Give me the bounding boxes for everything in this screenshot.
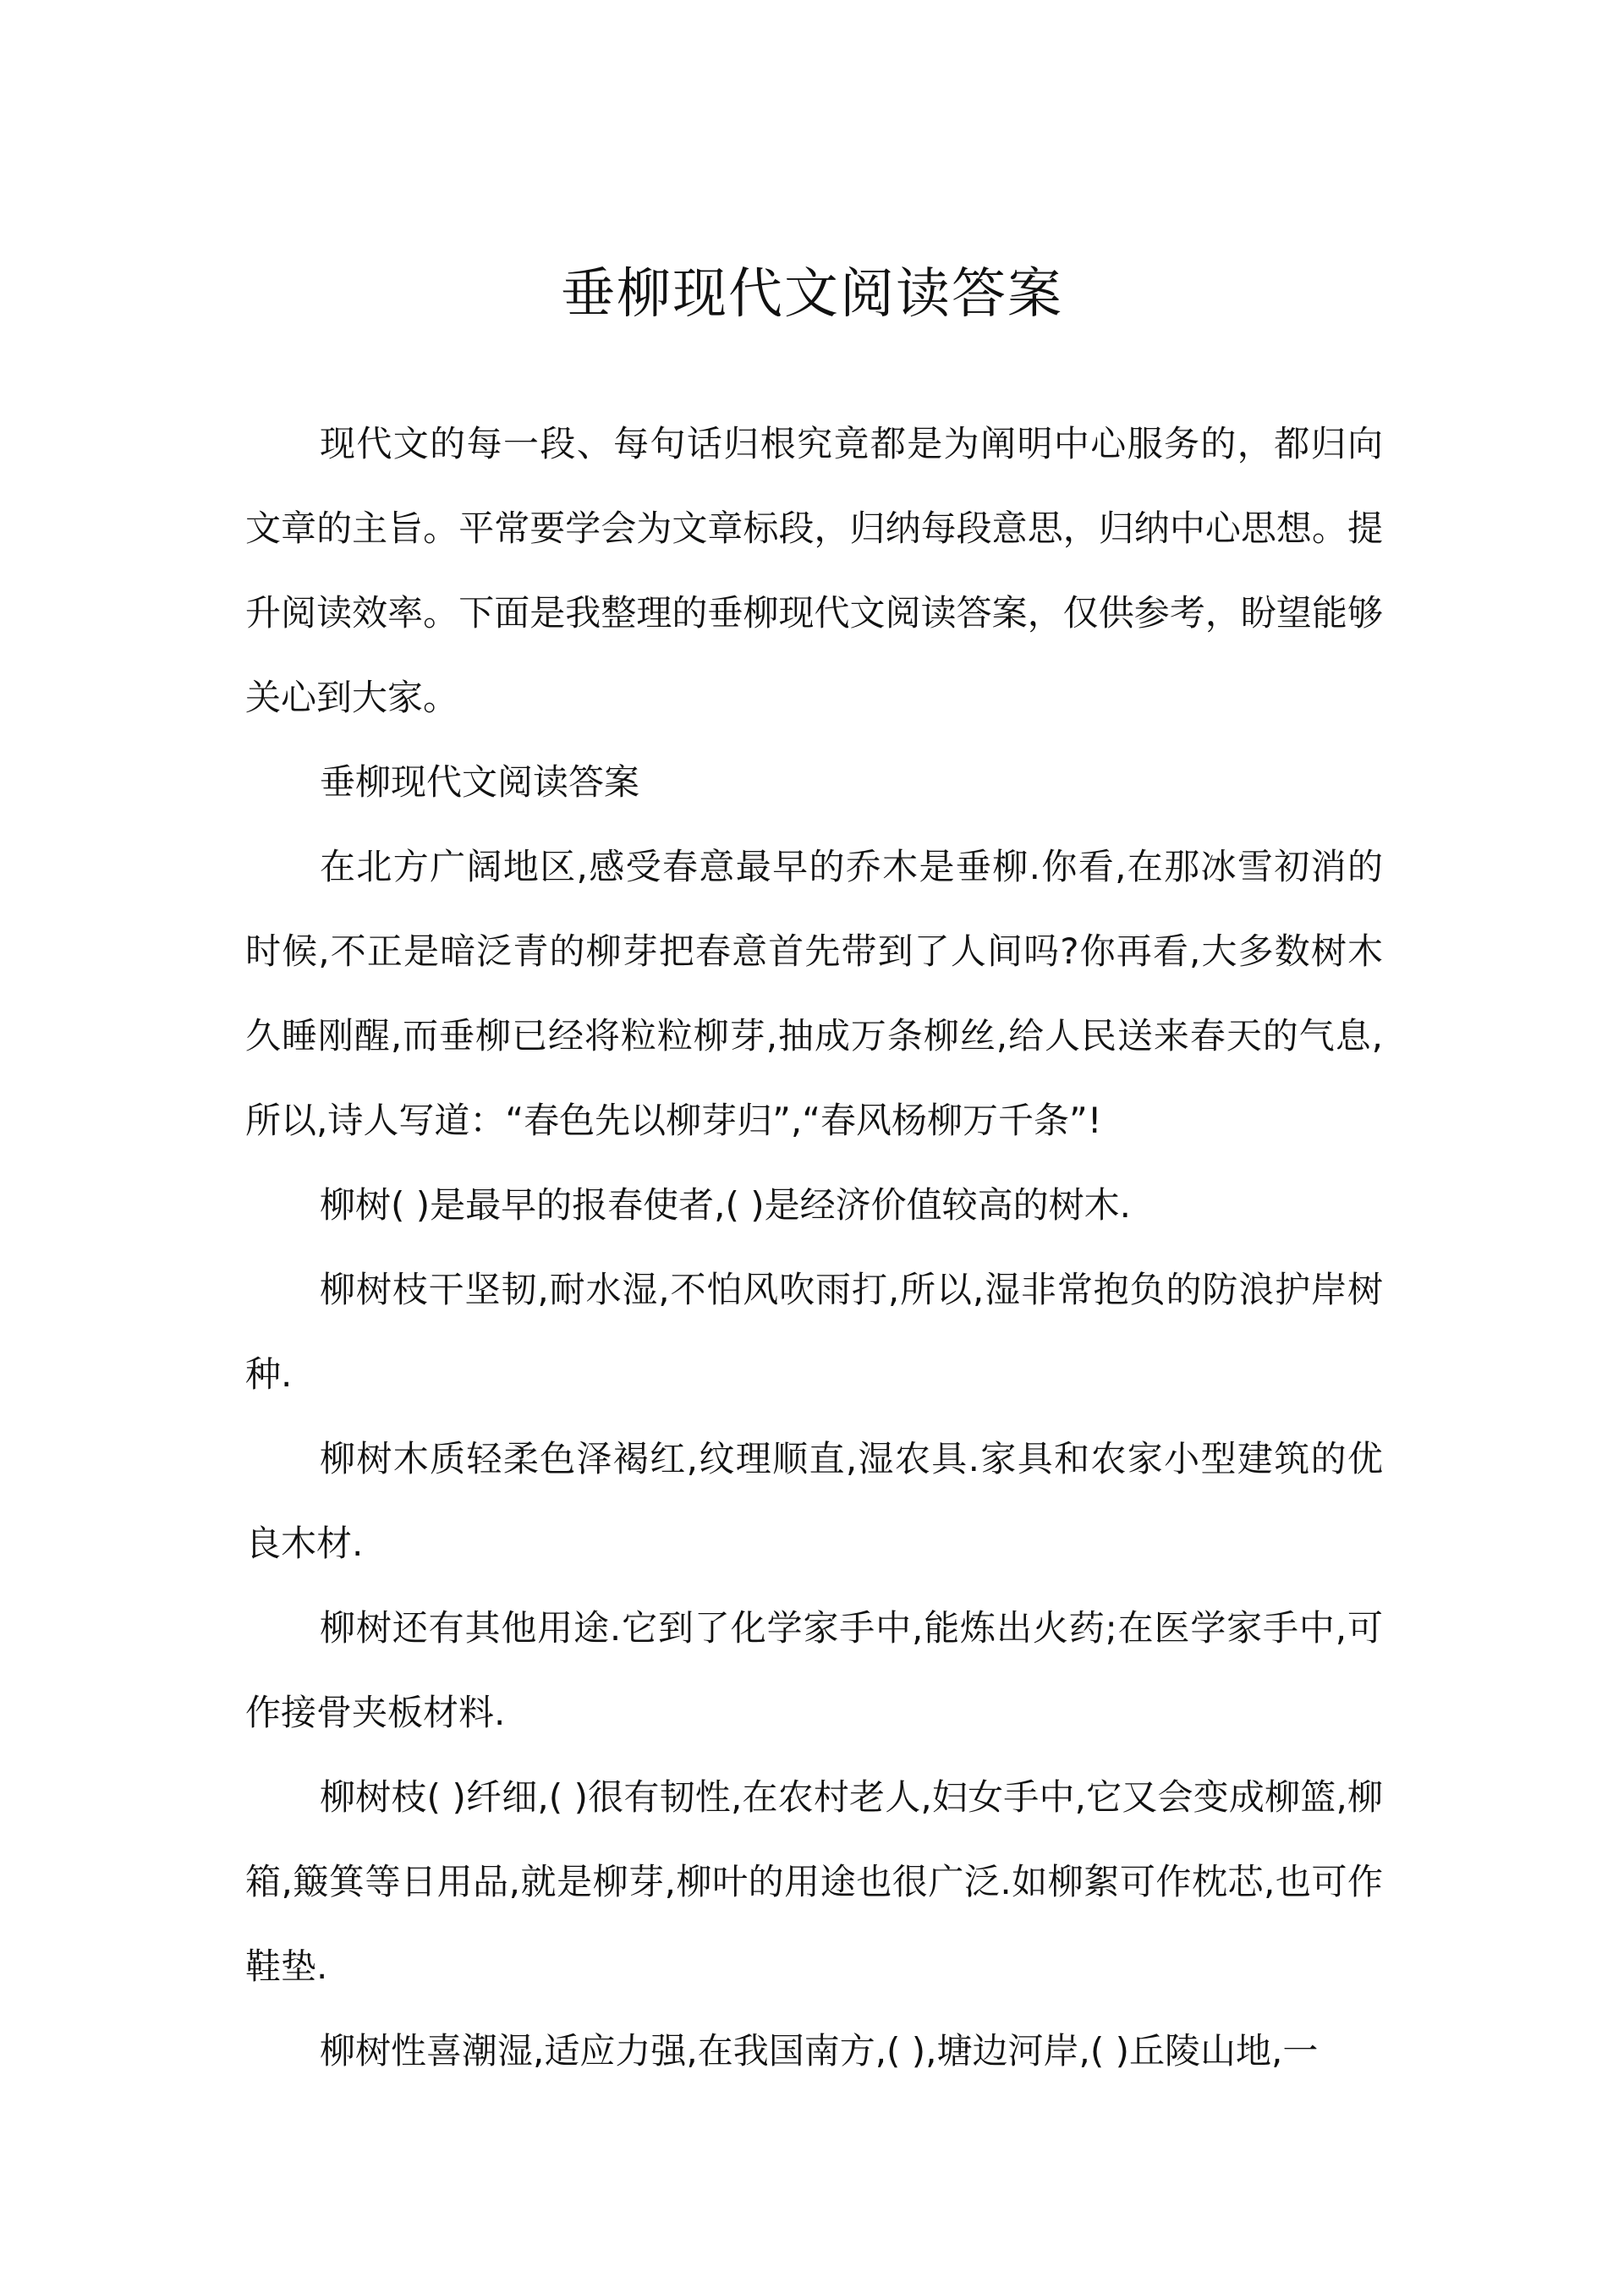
paragraph-text: 柳树枝干坚韧,耐水湿,不怕风吹雨打,所以,湿非常抱负的防浪护岸树种. bbox=[245, 1269, 1383, 1395]
paragraph-text: 柳树( )是最早的报春使者,( )是经济价值较高的树木. bbox=[320, 1184, 1131, 1226]
paragraph-intro: 现代文的每一段、每句话归根究竟都是为阐明中心服务的，都归向文章的主旨。平常要学会为文章标段，归纳每段意思，归纳中心思想。提升阅读效率。下面是我整理的垂柳现代文阅读答案，仅供参考，盼望能够关心到大家。 bbox=[245, 423, 1383, 718]
paragraph-text: 在北方广阔地区,感受春意最早的乔木是垂柳.你看,在那冰雪初消的时候,不正是暗泛青的柳芽把春意首先带到了人间吗?你再看,大多数树木久睡刚醒,而垂柳已经将粒粒柳芽,抽成万条柳丝,给人民送来春天的气息,所以,诗人写道：“春色先以柳芽归”,“春风杨柳万千条”! bbox=[245, 846, 1383, 1141]
document-body bbox=[245, 402, 1383, 2094]
paragraph-text: 柳树枝( )纤细,( )很有韧性,在农村老人,妇女手中,它又会变成柳篮,柳箱,簸箕等日用品,就是柳芽,柳叶的用途也很广泛.如柳絮可作枕芯,也可作鞋垫. bbox=[245, 1776, 1383, 1987]
paragraph-text: 柳树性喜潮湿,适应力强,在我国南方,( ),塘边河岸,( )丘陵山地,一 bbox=[320, 2030, 1319, 2072]
paragraph-text: 柳树还有其他用途.它到了化学家手中,能炼出火药;在医学家手中,可作接骨夹板材料. bbox=[245, 1607, 1383, 1733]
document-title: 垂柳现代文阅读答案 bbox=[561, 263, 1063, 326]
paragraph-text: 柳树木质轻柔色泽褐红,纹理顺直,湿农具.家具和农家小型建筑的优良木材. bbox=[245, 1438, 1383, 1564]
paragraph-subtitle: 垂柳现代文阅读答案 bbox=[320, 761, 640, 803]
